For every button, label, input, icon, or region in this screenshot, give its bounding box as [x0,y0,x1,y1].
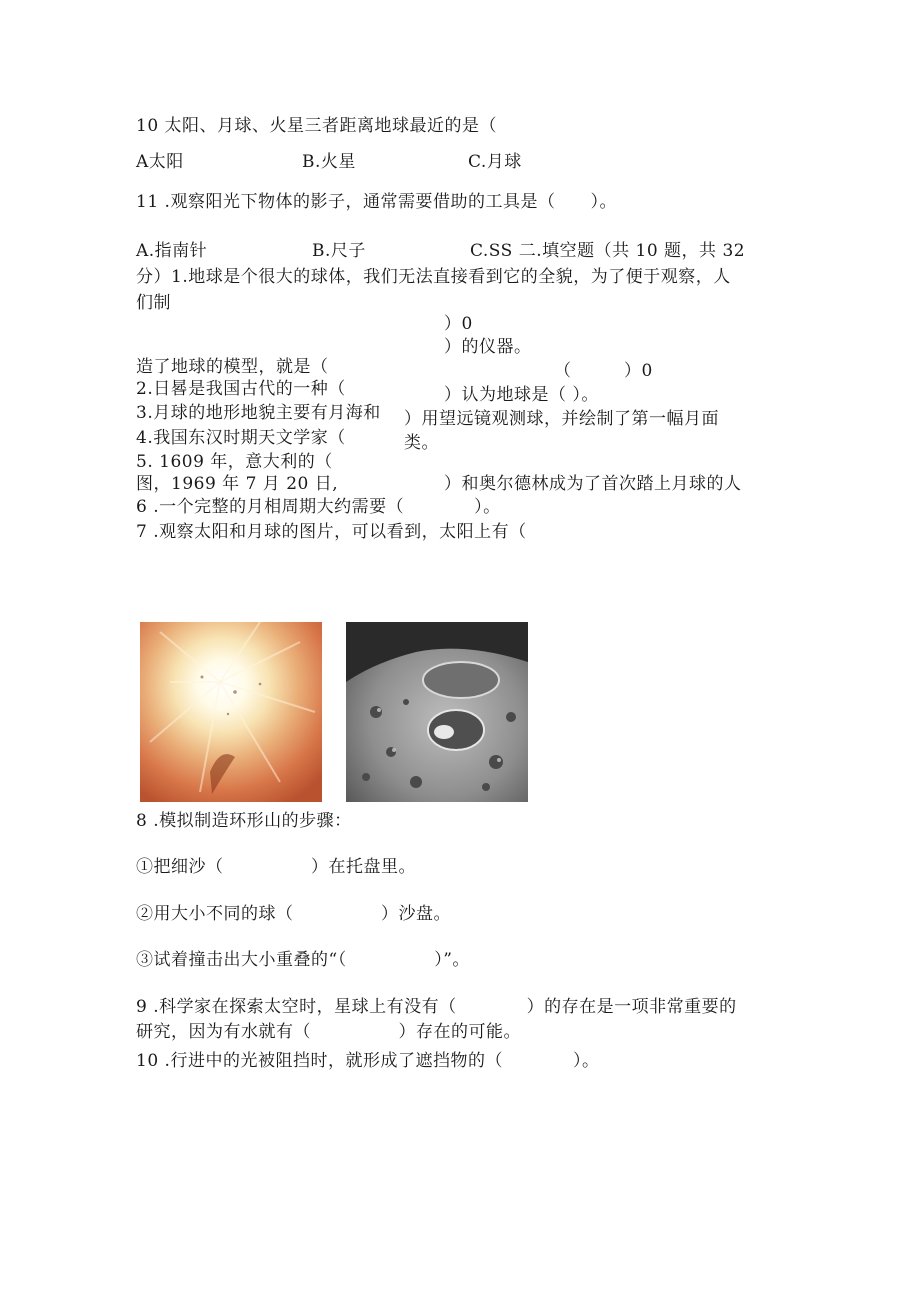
fill-fragment: （ ）0 [554,361,653,381]
option-a: A.指南针 [136,241,208,261]
fill-fragment: ）0 [444,314,473,334]
fill-7: 7 .观察太阳和月球的图片，可以看到，太阳上有（ [136,522,527,542]
fill-4: 4.我国东汉时期天文学家（ [136,428,346,448]
fill-fragment: ）用望远镜观测球，并绘制了第一幅月面 [404,409,719,429]
option-c: C.月球 [468,152,522,172]
fill-fragment: 类。 [404,433,439,453]
fill-2: 2.日晷是我国古代的一种（ [136,379,346,399]
fill-5-line-2: 图，1969 年 7 月 20 日, [136,474,339,494]
fill-3: 3.月球的地形地貌主要有月海和 [136,403,381,423]
fill-8: 8 .模拟制造环形山的步骤： [136,811,352,831]
fill-5: 5. 1609 年，意大利的（ [136,452,333,472]
fill-fragment: ）的仪器。 [444,337,532,357]
fill-6: 6 .一个完整的月相周期大约需要（ ）。 [136,497,501,517]
option-b: B.尺子 [312,241,366,261]
fill-1-line-2: 们制 [136,293,171,313]
fill-fragment: ）认为地球是（ ）。 [444,385,599,405]
question-11: 11 .观察阳光下物体的影子，通常需要借助的工具是（ ）。 [136,192,617,212]
option-b: B.火星 [302,152,356,172]
fill-8-step-3: ③试着撞击出大小重叠的“（ ）”。 [136,950,470,970]
fill-8-step-1: ①把细沙（ ）在托盘里。 [136,857,416,877]
question-10-mc: 10 太阳、月球、火星三者距离地球最近的是（ [136,116,498,136]
fill-8-step-2: ②用大小不同的球（ ）沙盘。 [136,904,451,924]
fill-9-line-2: 研究，因为有水就有（ ）存在的可能。 [136,1022,521,1042]
sun-photo [140,622,322,802]
moon-photo [346,622,528,802]
fill-fragment: ）和奥尔德林成为了首次踏上月球的人 [444,474,742,494]
fill-1-line-3: 造了地球的模型，就是（ [136,357,329,377]
option-a: A太阳 [136,152,184,172]
fill-10: 10 .行进中的光被阻挡时，就形成了遮挡物的（ ）。 [136,1051,600,1071]
fill-1-line-1: 分）1.地球是个很大的球体，我们无法直接看到它的全貌，为了便于观察，人 [136,267,731,287]
option-c-and-section-title: C.SS 二.填空题（共 10 题，共 32 [470,241,746,261]
fill-9-line-1: 9 .科学家在探索太空时，星球上有没有（ ）的存在是一项非常重要的 [136,997,737,1017]
